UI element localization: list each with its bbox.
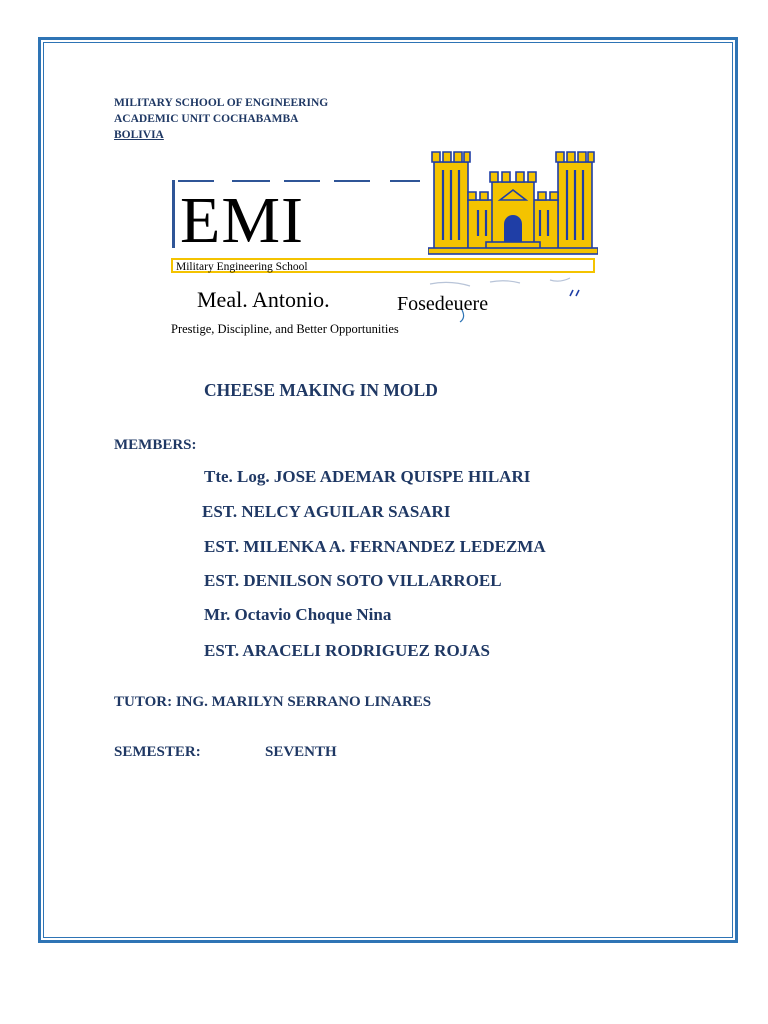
logo-rule bbox=[232, 180, 270, 182]
semester-label: SEMESTER: bbox=[114, 744, 201, 760]
tutor-line: TUTOR: ING. MARILYN SERRANO LINARES bbox=[114, 694, 432, 710]
page-border-inner bbox=[43, 42, 733, 938]
logo-accent-bar bbox=[172, 180, 175, 248]
signature-left: Meal. Antonio. bbox=[197, 287, 330, 312]
semester-value: SEVENTH bbox=[265, 744, 337, 760]
document-title: CHEESE MAKING IN MOLD bbox=[204, 380, 438, 400]
country: BOLIVIA bbox=[114, 129, 164, 141]
member-name: EST. MILENKA A. FERNANDEZ LEDEZMA bbox=[204, 537, 546, 556]
institution-name: MILITARY SCHOOL OF ENGINEERING bbox=[114, 97, 329, 109]
member-name: Mr. Octavio Choque Nina bbox=[204, 605, 392, 624]
member-name: EST. ARACELI RODRIGUEZ ROJAS bbox=[204, 641, 490, 660]
member-name: EST. NELCY AGUILAR SASARI bbox=[202, 502, 451, 521]
logo-motto: Prestige, Discipline, and Better Opportunities bbox=[171, 322, 399, 336]
signature-right: Fosedeuere bbox=[397, 293, 489, 315]
castle-icon bbox=[428, 148, 598, 256]
member-name: Tte. Log. JOSE ADEMAR QUISPE HILARI bbox=[204, 467, 531, 486]
logo-rule bbox=[284, 180, 320, 182]
logo-rule bbox=[390, 180, 420, 182]
logo-rule bbox=[178, 180, 214, 182]
logo-band-text: Military Engineering School bbox=[176, 261, 308, 273]
logo-acronym: EMI bbox=[180, 184, 304, 257]
members-label: MEMBERS: bbox=[114, 437, 197, 453]
academic-unit: ACADEMIC UNIT COCHABAMBA bbox=[114, 113, 299, 125]
logo-rule bbox=[334, 180, 370, 182]
member-name: EST. DENILSON SOTO VILLARROEL bbox=[204, 571, 502, 590]
